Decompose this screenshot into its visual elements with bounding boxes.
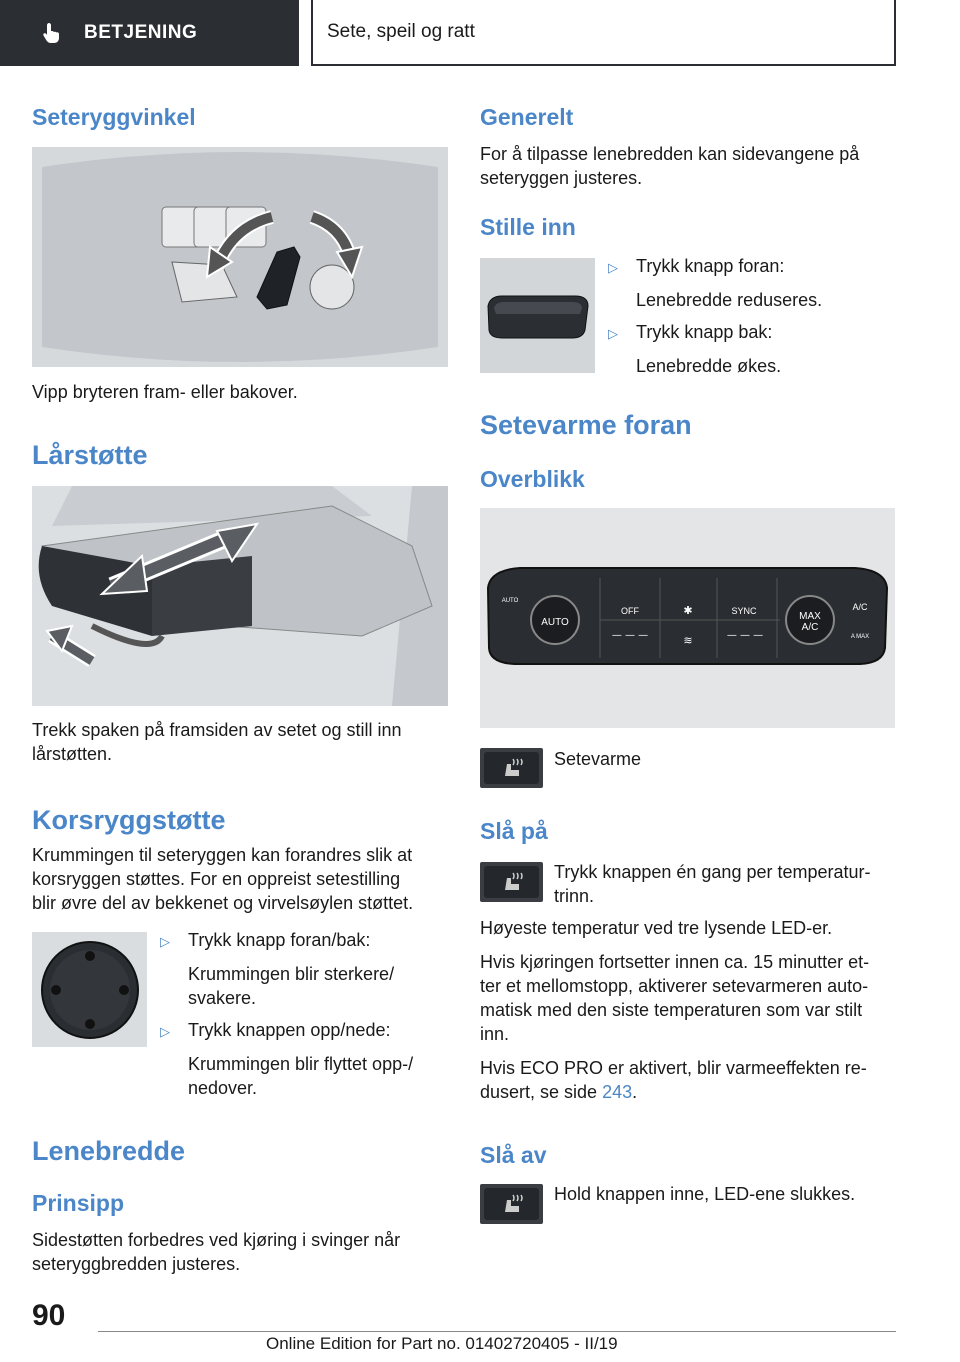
seat-switch-image (32, 147, 448, 367)
heading-thigh-support: Lårstøtte (32, 440, 148, 470)
heading-seat-heating: Setevarme foran (480, 410, 692, 440)
heading-overview: Overblikk (480, 466, 585, 492)
seat-heating-icon (480, 748, 543, 788)
on-para1: Høyeste temperatur ved tre lysende LED-er. (480, 918, 833, 938)
on-para2-line2: ter et mellomstopp, aktiverer setevarmeren auto- (480, 976, 869, 996)
backrest-caption: Vipp bryteren fram- eller bakover. (32, 382, 298, 402)
triangle-bullet-icon: ▷ (608, 260, 618, 275)
svg-text:— — —: — — — (726, 630, 764, 641)
general-text-line1: For å tilpasse lenebredden kan sidevangene på (480, 144, 860, 164)
heading-switch-off: Slå av (480, 1142, 547, 1168)
page-link-243[interactable]: 243 (602, 1082, 633, 1102)
ac-button-label: A/C (852, 602, 868, 612)
header-chapter (311, 0, 896, 66)
chapter-title: Sete, speil og ratt (327, 21, 475, 42)
seat-heating-on-icon (480, 862, 543, 902)
max-ac-knob-label: A/C (801, 622, 819, 633)
width-button-image (480, 258, 595, 373)
lumbar-text-line1: Krummingen til seteryggen kan forandres slik at (32, 845, 413, 865)
triangle-bullet-icon: ▷ (160, 934, 170, 949)
adjust-bullets: ▷ Trykk knapp foran: Lenebredde reduseres. ▷ Trykk knapp bak: Lenebredde økes. (608, 254, 898, 378)
general-text-line2: seteryggen justeres. (480, 168, 643, 188)
list-item: ▷ Trykk knapp foran/bak: (160, 928, 450, 954)
auto-knob-label: AUTO (541, 617, 569, 628)
climate-panel-image (480, 508, 895, 728)
on-para2-line1: Hvis kjøringen fortsetter innen ca. 15 minutter et- (480, 952, 870, 972)
hand-pointer-icon (40, 21, 64, 45)
heading-principle: Prinsipp (32, 1190, 125, 1216)
svg-text:✱: ✱ (683, 604, 693, 617)
thigh-support-image (32, 486, 448, 706)
thigh-caption-line1: Trekk spaken på framsiden av setet og still inn (32, 720, 402, 740)
section-title: BETJENING (84, 22, 198, 43)
heading-adjust: Stille inn (480, 214, 576, 240)
lumbar-bullets: ▷ Trykk knapp foran/bak: Krummingen blir sterkere/ svakere. ▷ Trykk knappen opp/nede: Krummingen blir flyttet opp-/ nedover. (160, 928, 450, 1100)
header-section-tab (0, 0, 299, 66)
lumbar-text-line2: korsryggen støttes. For en oppreist setestilling (32, 869, 401, 889)
lumbar-button-image (32, 932, 147, 1047)
heading-backrest-angle: Seteryggvinkel (32, 104, 196, 130)
heading-general: Generelt (480, 104, 574, 130)
seat-heating-label: Setevarme (554, 749, 642, 769)
sync-button-label: SYNC (731, 606, 757, 616)
on-para2-line3: matisk med den siste temperaturen som var stilt (480, 1000, 863, 1020)
svg-text:≋: ≋ (683, 634, 693, 647)
seat-heating-off-icon (480, 1184, 543, 1224)
triangle-bullet-icon: ▷ (160, 1024, 170, 1039)
svg-text:— — —: — — — (611, 630, 649, 641)
heading-switch-on: Slå på (480, 818, 548, 844)
off-button-label: OFF (621, 606, 639, 616)
footer-edition: Online Edition for Part no. 01402720405 - II/19 (266, 1334, 618, 1353)
on-para3-line1: Hvis ECO PRO er aktivert, blir varmeeffekten re- (480, 1058, 867, 1078)
lumbar-text-line3: blir øvre del av bekkenet og virvelsøylen støttet. (32, 893, 414, 913)
on-para2-line4: inn. (480, 1024, 510, 1044)
heading-lumbar-support: Korsryggstøtte (32, 805, 226, 835)
footer-divider (98, 1331, 896, 1332)
list-item: ▷ Trykk knapp foran: (608, 254, 898, 280)
width-text-line1: Sidestøtten forbedres ved kjøring i svinger når (32, 1230, 401, 1250)
thigh-caption-line2: lårstøtten. (32, 744, 113, 764)
triangle-bullet-icon: ▷ (608, 326, 618, 341)
a-max-label: A MAX (850, 634, 870, 640)
on-text-line2: trinn. (554, 886, 595, 906)
max-knob-label: MAX (799, 611, 821, 622)
page-number: 90 (32, 1299, 66, 1332)
auto-small-label: AUTO (501, 598, 519, 604)
heading-backrest-width: Lenebredde (32, 1136, 186, 1166)
on-text-line1: Trykk knappen én gang per temperatur- (554, 862, 871, 882)
width-text-line2: seteryggbredden justeres. (32, 1254, 241, 1274)
list-item: ▷ Trykk knappen opp/nede: (160, 1018, 450, 1044)
off-text: Hold knappen inne, LED-ene slukkes. (554, 1184, 856, 1204)
on-para3-line2: dusert, se side 243. (480, 1082, 638, 1102)
list-item: ▷ Trykk knapp bak: (608, 320, 898, 346)
